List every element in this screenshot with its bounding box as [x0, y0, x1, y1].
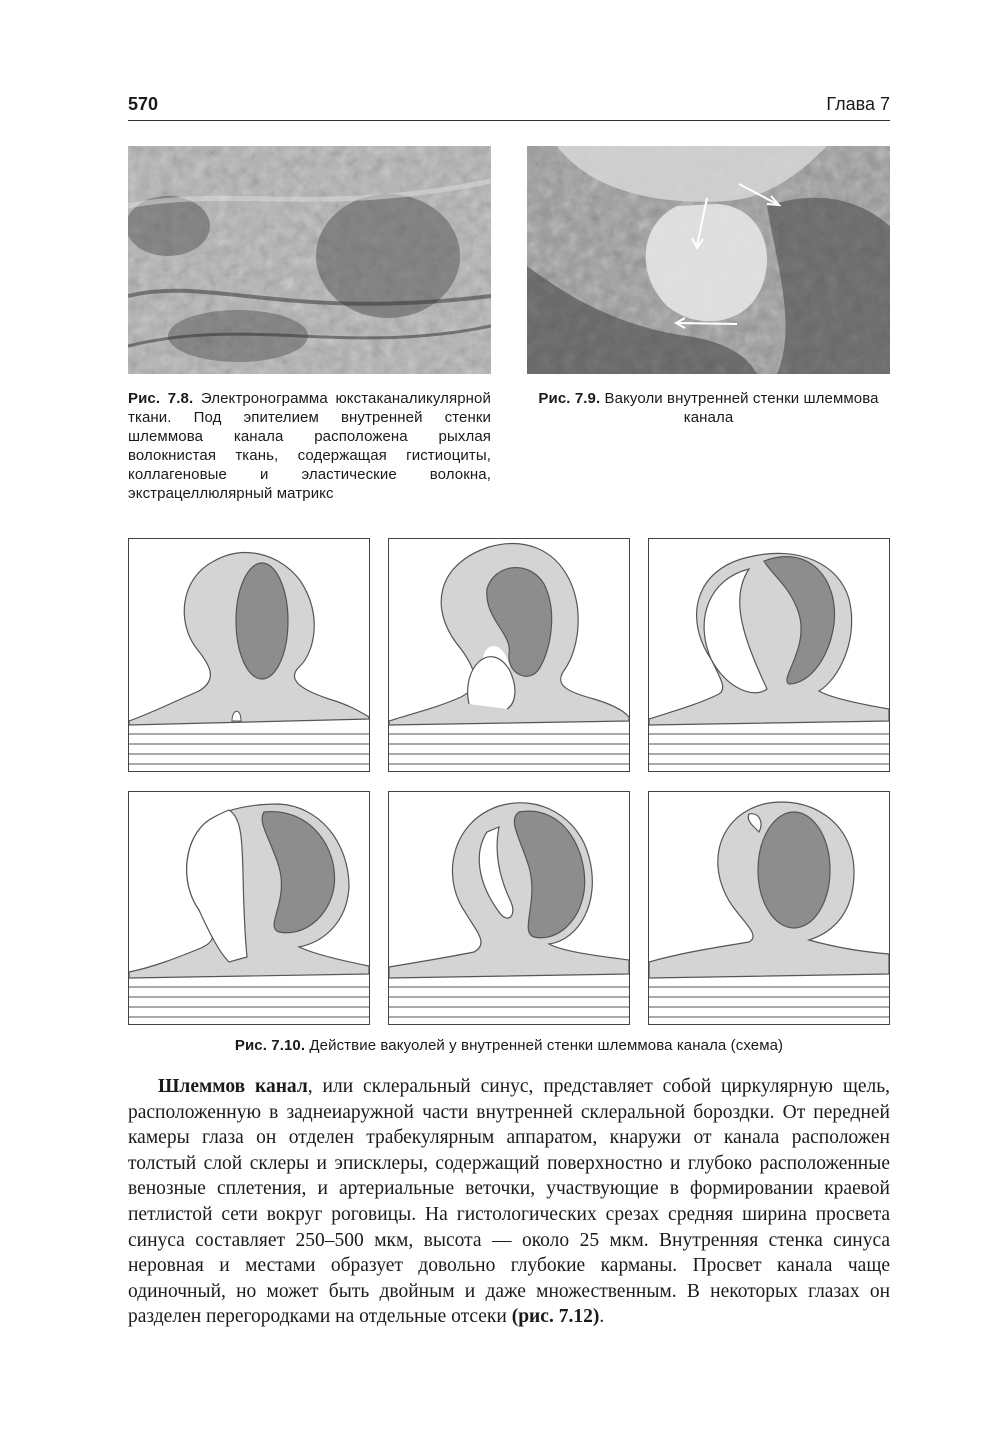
running-header [128, 94, 890, 121]
caption-text: Вакуоли внутренней стенки шлеммова канала [604, 390, 879, 426]
figure-7-8-image [128, 146, 491, 374]
schema-panel-2 [388, 538, 630, 772]
caption-text: Действие вакуолей у внутренней стенки шлеммова канала (схема) [309, 1037, 784, 1054]
figure-7-9-caption [527, 389, 890, 427]
term-schlemm-canal: Шлеммов канал [158, 1076, 308, 1097]
schema-panel-5 [388, 791, 630, 1025]
paragraph-text: , или склеральный синус, представляет собой циркулярную щель, расположенную в заднеиаружной части внутренней склеральной бороздки. От передней камеры глаза он отделен трабекулярным аппаратом, кнаружи от канала расположен толстый слой склеры и эписклеры, содержащий поверхностно и глубоко расположенные венозные сплетения, и артериальные веточки, участвующие в формировании краевой петлистой сети вокруг роговицы. На гистологических срезах средняя ширина просвета синуса составляет 250–500 мкм, высота — около 25 мкм. Внутренняя стенка синуса неровная и местами образует довольно глубокие карманы. Просвет канала чаще одиночный, но может быть двойным и даже множественным. В некоторых глазах он разделен перегородками на отдельные отсеки [128, 1076, 890, 1328]
paragraph-end: . [599, 1306, 605, 1328]
figure-label: Рис. 7.9. [538, 390, 601, 407]
schema-panel-4 [128, 791, 370, 1025]
caption-text: Электронограмма юкстаканаликулярной ткани. Под эпителием внутренней стенки шлеммова канала расположена рыхлая волокнистая ткань, содержащая гистиоциты, коллагеновые и эластические волокна, экстрацеллюлярный матрикс [128, 390, 491, 502]
schema-panel-1 [128, 538, 370, 772]
figure-7-10-caption [128, 1036, 890, 1055]
schema-panel-6 [648, 791, 890, 1025]
body-paragraph [128, 1074, 890, 1330]
figure-7-8-caption [128, 389, 491, 503]
chapter-title: Глава 7 [826, 94, 890, 114]
figure-label: Рис. 7.10. [234, 1037, 306, 1054]
schema-panel-3 [648, 538, 890, 772]
figure-reference: (рис. 7.12) [511, 1306, 600, 1328]
figure-label: Рис. 7.8. [128, 390, 194, 407]
figure-7-9-image [527, 146, 890, 374]
page-number: 570 [128, 94, 159, 114]
